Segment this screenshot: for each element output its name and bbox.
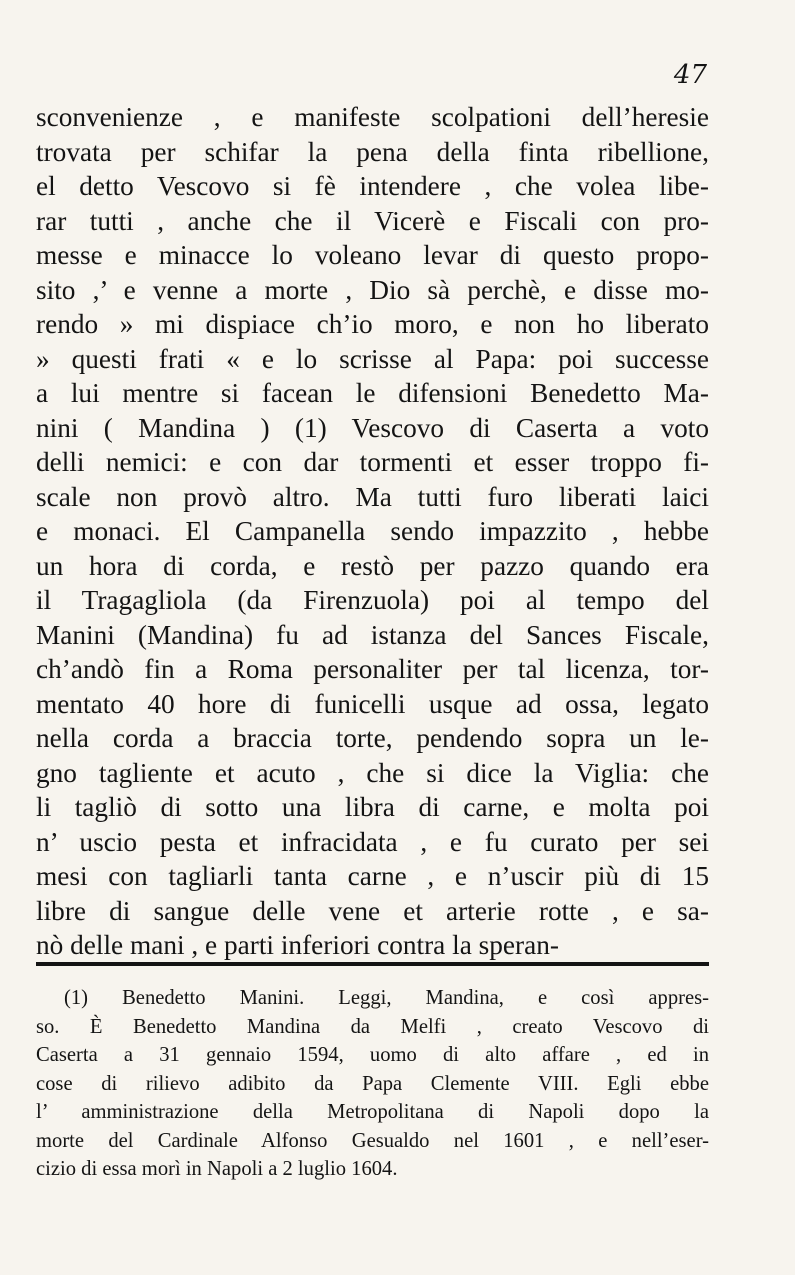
body-line: il Tragagliola (da Firenzuola) poi al tempo del [36,585,709,615]
body-line: rendo » mi dispiace ch’io moro, e non ho liberato [36,309,709,339]
footnote-line: so. È Benedetto Mandina da Melfi , creato Vescovo di [36,1015,709,1038]
body-line: gno tagliente et acuto , che si dice la Viglia: che [36,757,709,788]
body-line: rar tutti , anche che il Vicerè e Fiscali con pro- [36,205,709,236]
body-line: n’ uscio pesta et infracidata , e fu curato per sei [36,826,709,857]
body-line: scale non provò altro. Ma tutti furo liberati laici [36,481,709,512]
footnote-line: cizio di essa morì in Napoli a 2 luglio 1604. [36,1158,398,1180]
footnote-line: (1) Benedetto Manini. Leggi, Mandina, e così appres- [64,987,709,1009]
body-line: nò delle mani , e parti inferiori contra la speran- [36,930,559,960]
footnote [36,984,709,1184]
body-line: li tagliò di sotto una libra di carne, e molta poi [36,792,709,822]
body-line: a lui mentre si facean le difensioni Benedetto Ma- [36,378,709,408]
body-line: mentato 40 hore di funicelli usque ad ossa, legato [36,688,709,719]
body-line: sito ,’ e venne a morte , Dio sà perchè, e disse mo- [36,274,709,305]
body-line: » questi frati « e lo scrisse al Papa: poi successe [36,343,709,374]
footnote-divider [36,962,709,966]
body-text [36,100,709,963]
body-line: ch’andò fin a Roma personaliter per tal licenza, tor- [36,654,709,684]
body-line: trovata per schifar la pena della finta ribellione, [36,136,709,167]
footnote-line: Caserta a 31 gennaio 1594, uomo di alto affare , ed in [36,1044,709,1066]
page-number: 47 [673,60,707,90]
body-line: mesi con tagliarli tanta carne , e n’uscir più di 15 [36,861,709,891]
body-line: sconvenienze , e manifeste scolpationi dell’heresie [36,102,709,132]
body-line: nella corda a braccia torte, pendendo sopra un le- [36,723,709,753]
footnote-line: cose di rilievo adibito da Papa Clemente VIII. Egli ebbe [36,1072,709,1095]
body-line: delli nemici: e con dar tormenti et esser troppo fi- [36,447,709,477]
body-line: libre di sangue delle vene et arterie rotte , e sa- [36,895,709,926]
footnote-line: l’ amministrazione della Metropolitana di Napoli dopo la [36,1101,709,1123]
body-line: nini ( Mandina ) (1) Vescovo di Caserta a voto [36,412,709,443]
body-line: messe e minacce lo voleano levar di questo propo- [36,240,709,270]
body-line: Manini (Mandina) fu ad istanza del Sances Fiscale, [36,619,709,650]
body-line: e monaci. El Campanella sendo impazzito , hebbe [36,516,709,546]
footnote-line: morte del Cardinale Alfonso Gesualdo nel 1601 , e nell’eser- [36,1129,709,1152]
body-line: un hora di corda, e restò per pazzo quando era [36,550,709,581]
body-line: el detto Vescovo si fè intendere , che volea libe- [36,171,709,201]
